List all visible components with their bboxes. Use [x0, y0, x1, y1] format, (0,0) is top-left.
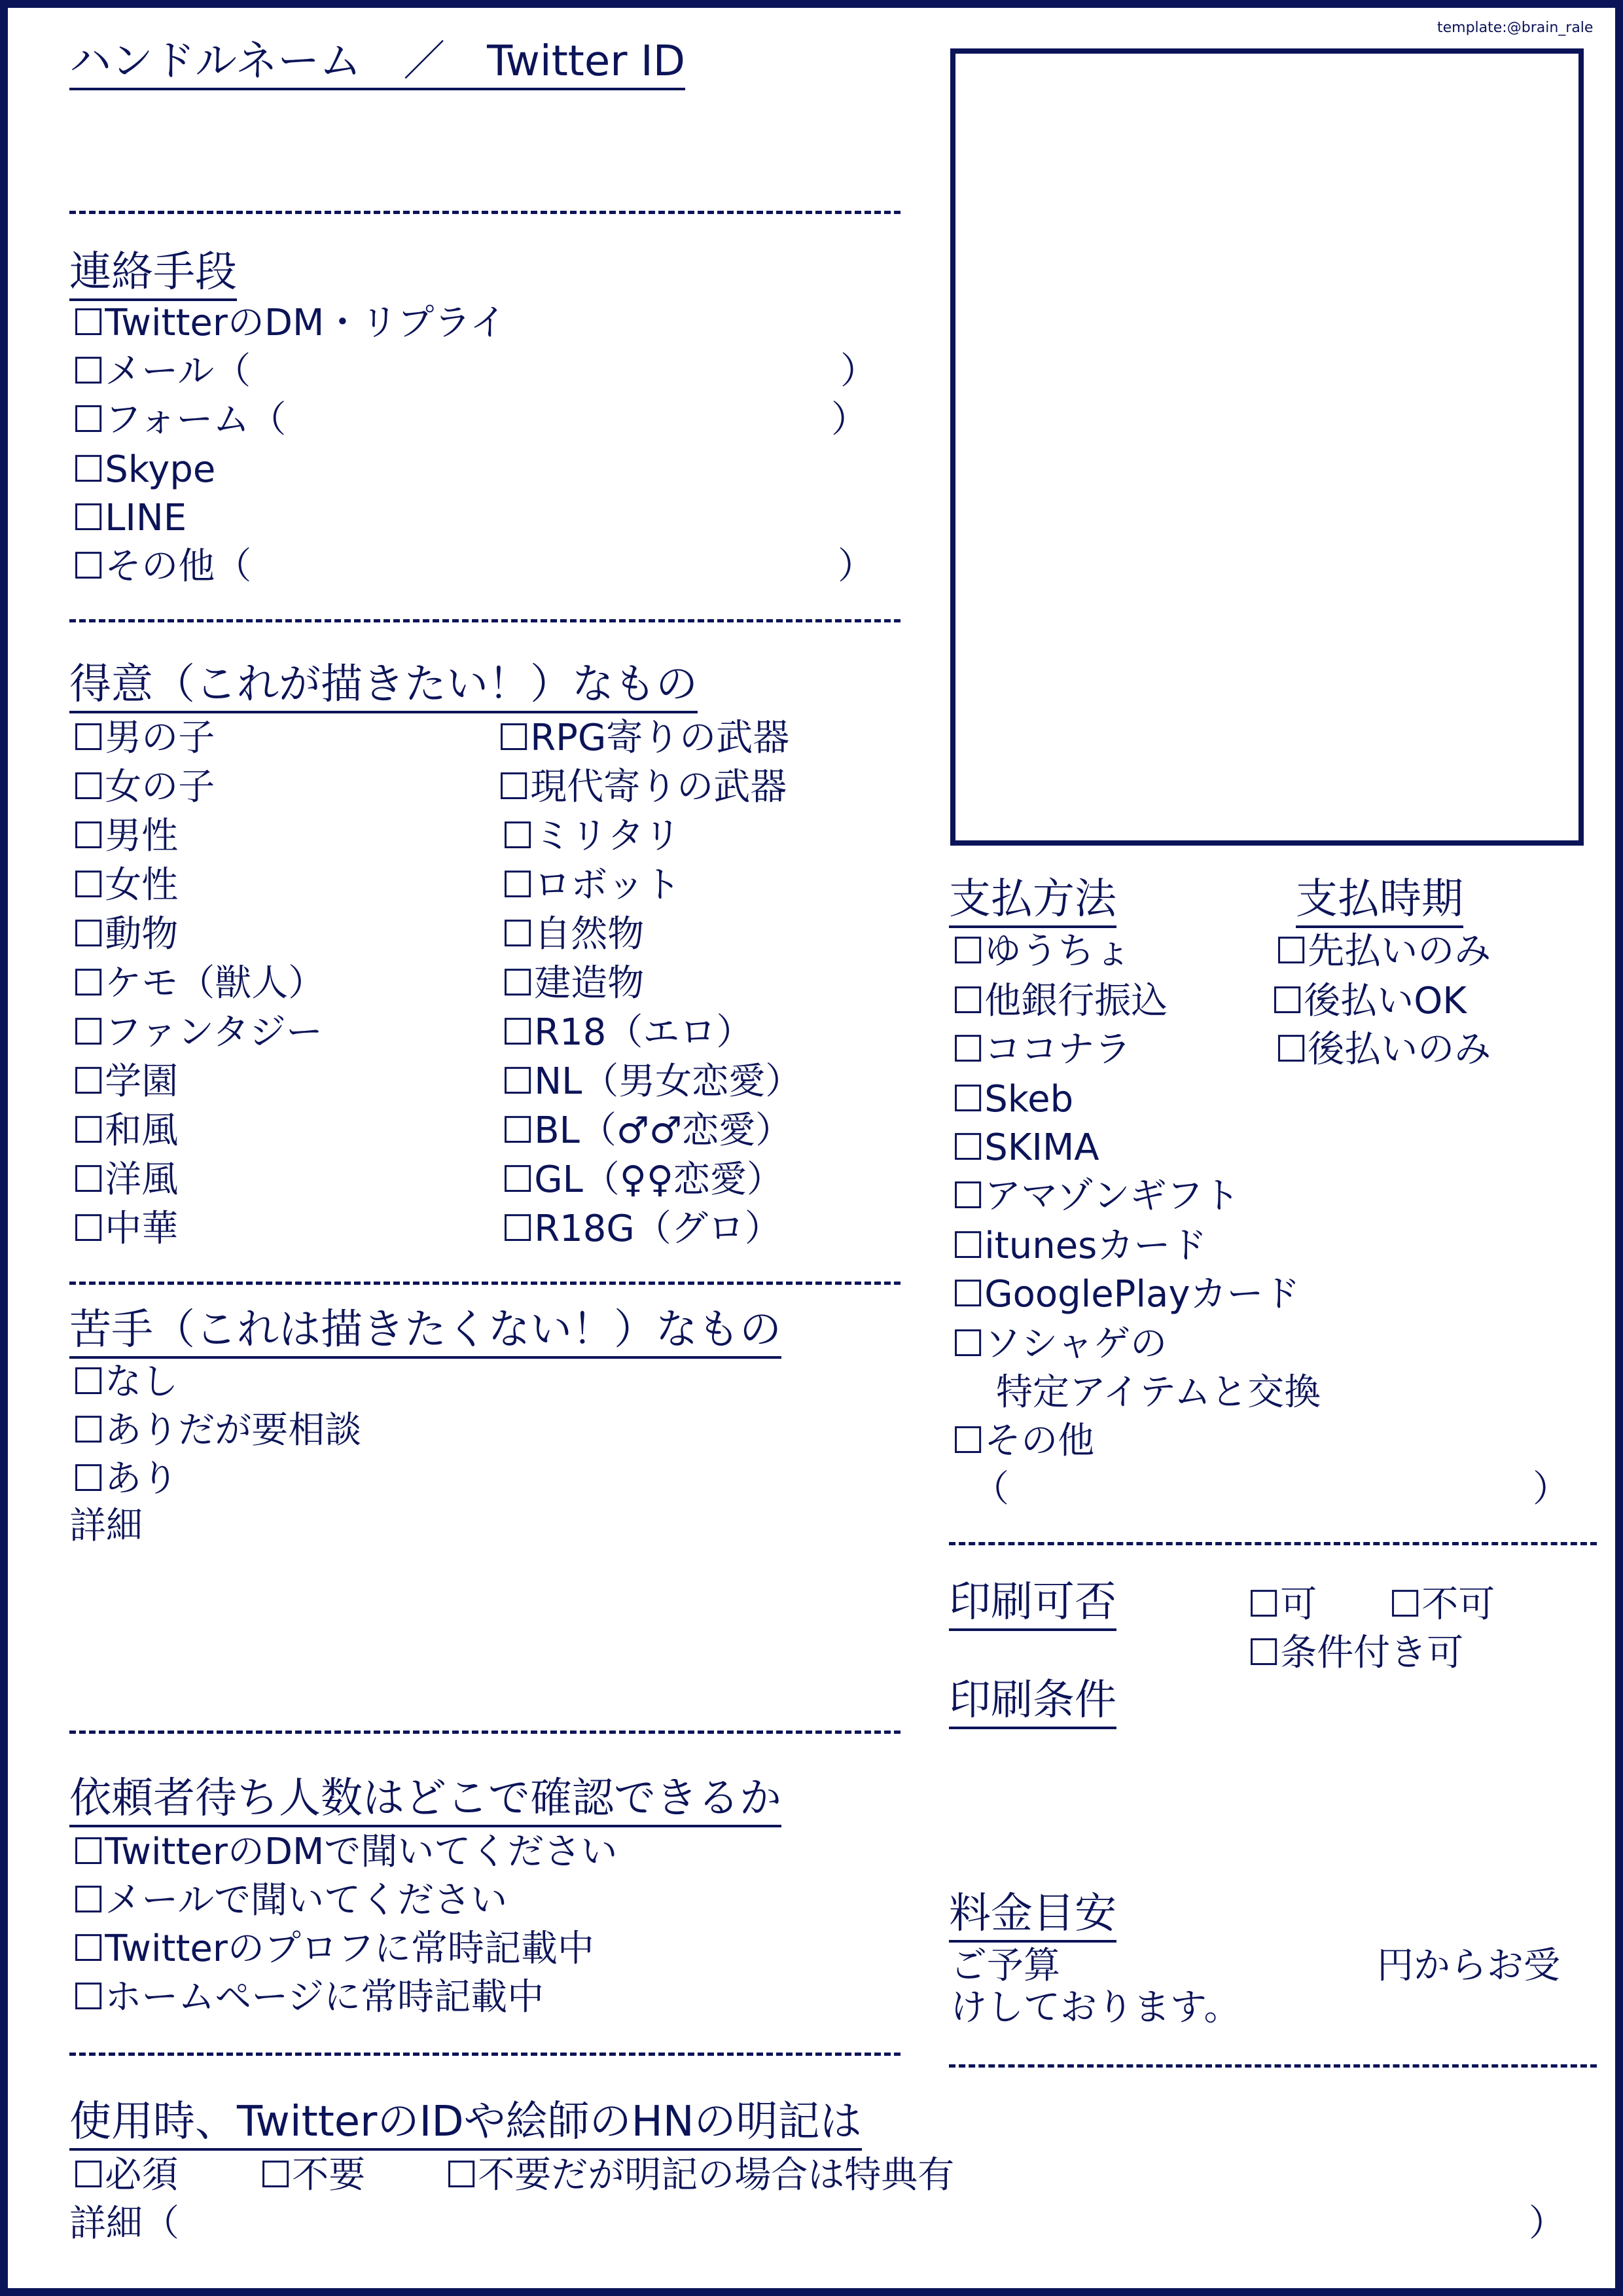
- credit-option-required[interactable]: ☐必須: [72, 2154, 179, 2197]
- divider: [69, 211, 901, 214]
- credit-detail-close-paren: ）: [1529, 2202, 1565, 2245]
- contact-heading: 連絡手段: [69, 249, 237, 301]
- divider: [69, 1731, 901, 1734]
- payment-option[interactable]: ☐SKIMA: [952, 1126, 1099, 1169]
- dislikes-option-consult[interactable]: ☐ありだが要相談: [72, 1409, 362, 1452]
- dislikes-heading: 苦手（これは描きたくない！）なもの: [69, 1306, 781, 1359]
- price-heading: 料金目安: [949, 1890, 1116, 1943]
- likes-option[interactable]: ☐R18G（グロ）: [501, 1208, 781, 1250]
- payment-option-other[interactable]: ☐その他: [952, 1420, 1095, 1462]
- printing-condition-heading: 印刷条件: [949, 1677, 1116, 1729]
- likes-option[interactable]: ☐ファンタジー: [72, 1011, 323, 1054]
- divider: [69, 2053, 901, 2056]
- payment-option[interactable]: ☐GooglePlayカード: [952, 1273, 1300, 1316]
- credit-option-bonus[interactable]: ☐不要だが明記の場合は特典有: [445, 2154, 955, 2197]
- likes-option[interactable]: ☐現代寄りの武器: [497, 766, 787, 808]
- likes-option[interactable]: ☐女性: [72, 864, 179, 906]
- queue-option[interactable]: ☐Twitterのプロフに常時記載中: [72, 1928, 594, 1970]
- queue-option[interactable]: ☐メールで聞いてください: [72, 1879, 508, 1922]
- credit-usage-heading: 使用時、TwitterのIDや絵師のHNの明記は: [69, 2098, 862, 2151]
- handle-name-heading: ハンドルネーム ／ Twitter ID: [69, 38, 685, 90]
- divider: [69, 619, 901, 622]
- payment-option[interactable]: ☐itunesカード: [952, 1225, 1207, 1267]
- payment-option[interactable]: ☐アマゾンギフト: [952, 1175, 1240, 1217]
- template-credit: template:@brain_rale: [1437, 20, 1594, 36]
- budget-label: ご予算: [950, 1945, 1060, 1987]
- artwork-sample-box[interactable]: [950, 48, 1584, 846]
- budget-suffix: 円からお受: [1377, 1945, 1560, 1987]
- likes-option[interactable]: ☐GL（♀♀恋愛）: [501, 1158, 783, 1201]
- timing-option-postpay-only[interactable]: ☐後払いのみ: [1275, 1028, 1491, 1071]
- payment-other-close-paren: ）: [1533, 1468, 1569, 1511]
- likes-heading: 得意（これが描きたい！）なもの: [69, 661, 698, 713]
- contact-option-form[interactable]: ☐フォーム（: [72, 399, 287, 441]
- timing-option-prepay[interactable]: ☐先払いのみ: [1275, 930, 1491, 973]
- credit-option-not-required[interactable]: ☐不要: [259, 2154, 366, 2197]
- likes-option[interactable]: ☐RPG寄りの武器: [497, 717, 790, 759]
- dislikes-detail-label: 詳細: [69, 1505, 143, 1547]
- likes-option[interactable]: ☐ケモ（獣人）: [72, 962, 325, 1005]
- likes-option[interactable]: ☐女の子: [72, 766, 215, 808]
- likes-option[interactable]: ☐自然物: [501, 913, 645, 956]
- payment-option[interactable]: ☐Skeb: [952, 1078, 1074, 1121]
- divider: [69, 1282, 901, 1285]
- other-close-paren: ）: [838, 545, 874, 588]
- dislikes-option-none[interactable]: ☐なし: [72, 1361, 179, 1403]
- credit-detail-label: 詳細（: [69, 2202, 179, 2245]
- contact-option-line[interactable]: ☐LINE: [72, 497, 187, 539]
- dislikes-option-yes[interactable]: ☐あり: [72, 1458, 179, 1500]
- payment-timing-heading: 支払時期: [1296, 876, 1463, 928]
- likes-option[interactable]: ☐中華: [72, 1208, 179, 1250]
- contact-option-mail[interactable]: ☐メール（: [72, 350, 251, 393]
- likes-option[interactable]: ☐建造物: [501, 962, 645, 1005]
- likes-option[interactable]: ☐男性: [72, 815, 179, 857]
- likes-option[interactable]: ☐ロボット: [501, 864, 681, 906]
- timing-option-postpay-ok[interactable]: ☐後払いOK: [1271, 980, 1467, 1022]
- queue-heading: 依頼者待ち人数はどこで確認できるか: [69, 1775, 781, 1827]
- likes-option[interactable]: ☐動物: [72, 913, 179, 956]
- payment-option[interactable]: ☐ゆうちょ: [952, 930, 1132, 973]
- likes-option[interactable]: ☐NL（男女恋愛）: [501, 1060, 802, 1103]
- budget-suffix-cont: けしております。: [950, 1986, 1241, 2029]
- printing-option-yes[interactable]: ☐可: [1247, 1583, 1317, 1626]
- likes-option[interactable]: ☐和風: [72, 1109, 179, 1152]
- printing-heading: 印刷可否: [949, 1579, 1116, 1631]
- printing-option-no[interactable]: ☐不可: [1389, 1583, 1495, 1626]
- contact-option-twitter-dm[interactable]: ☐TwitterのDM・リプライ: [72, 302, 507, 344]
- payment-method-heading: 支払方法: [949, 876, 1116, 928]
- divider: [949, 1542, 1597, 1545]
- payment-other-open-paren: （: [972, 1468, 1009, 1511]
- payment-option[interactable]: ☐ココナラ: [952, 1028, 1132, 1071]
- likes-option[interactable]: ☐BL（♂♂恋愛）: [501, 1109, 793, 1152]
- likes-option[interactable]: ☐洋風: [72, 1158, 179, 1201]
- contact-option-other[interactable]: ☐その他（: [72, 545, 252, 588]
- payment-option[interactable]: ☐他銀行振込: [952, 980, 1168, 1022]
- payment-option-cont: 特定アイテムと交換: [996, 1371, 1321, 1414]
- likes-option[interactable]: ☐男の子: [72, 717, 215, 759]
- queue-option[interactable]: ☐TwitterのDMで聞いてください: [72, 1831, 618, 1873]
- printing-option-conditional[interactable]: ☐条件付き可: [1247, 1632, 1464, 1674]
- queue-option[interactable]: ☐ホームページに常時記載中: [72, 1976, 544, 2018]
- likes-option[interactable]: ☐R18（エロ）: [501, 1011, 753, 1054]
- contact-option-skype[interactable]: ☐Skype: [72, 448, 216, 491]
- form-close-paren: ）: [831, 399, 868, 441]
- divider: [949, 2064, 1597, 2068]
- likes-option[interactable]: ☐ミリタリ: [501, 815, 681, 857]
- likes-option[interactable]: ☐学園: [72, 1060, 179, 1103]
- mail-close-paren: ）: [840, 350, 877, 393]
- payment-option[interactable]: ☐ソシャゲの: [952, 1323, 1168, 1365]
